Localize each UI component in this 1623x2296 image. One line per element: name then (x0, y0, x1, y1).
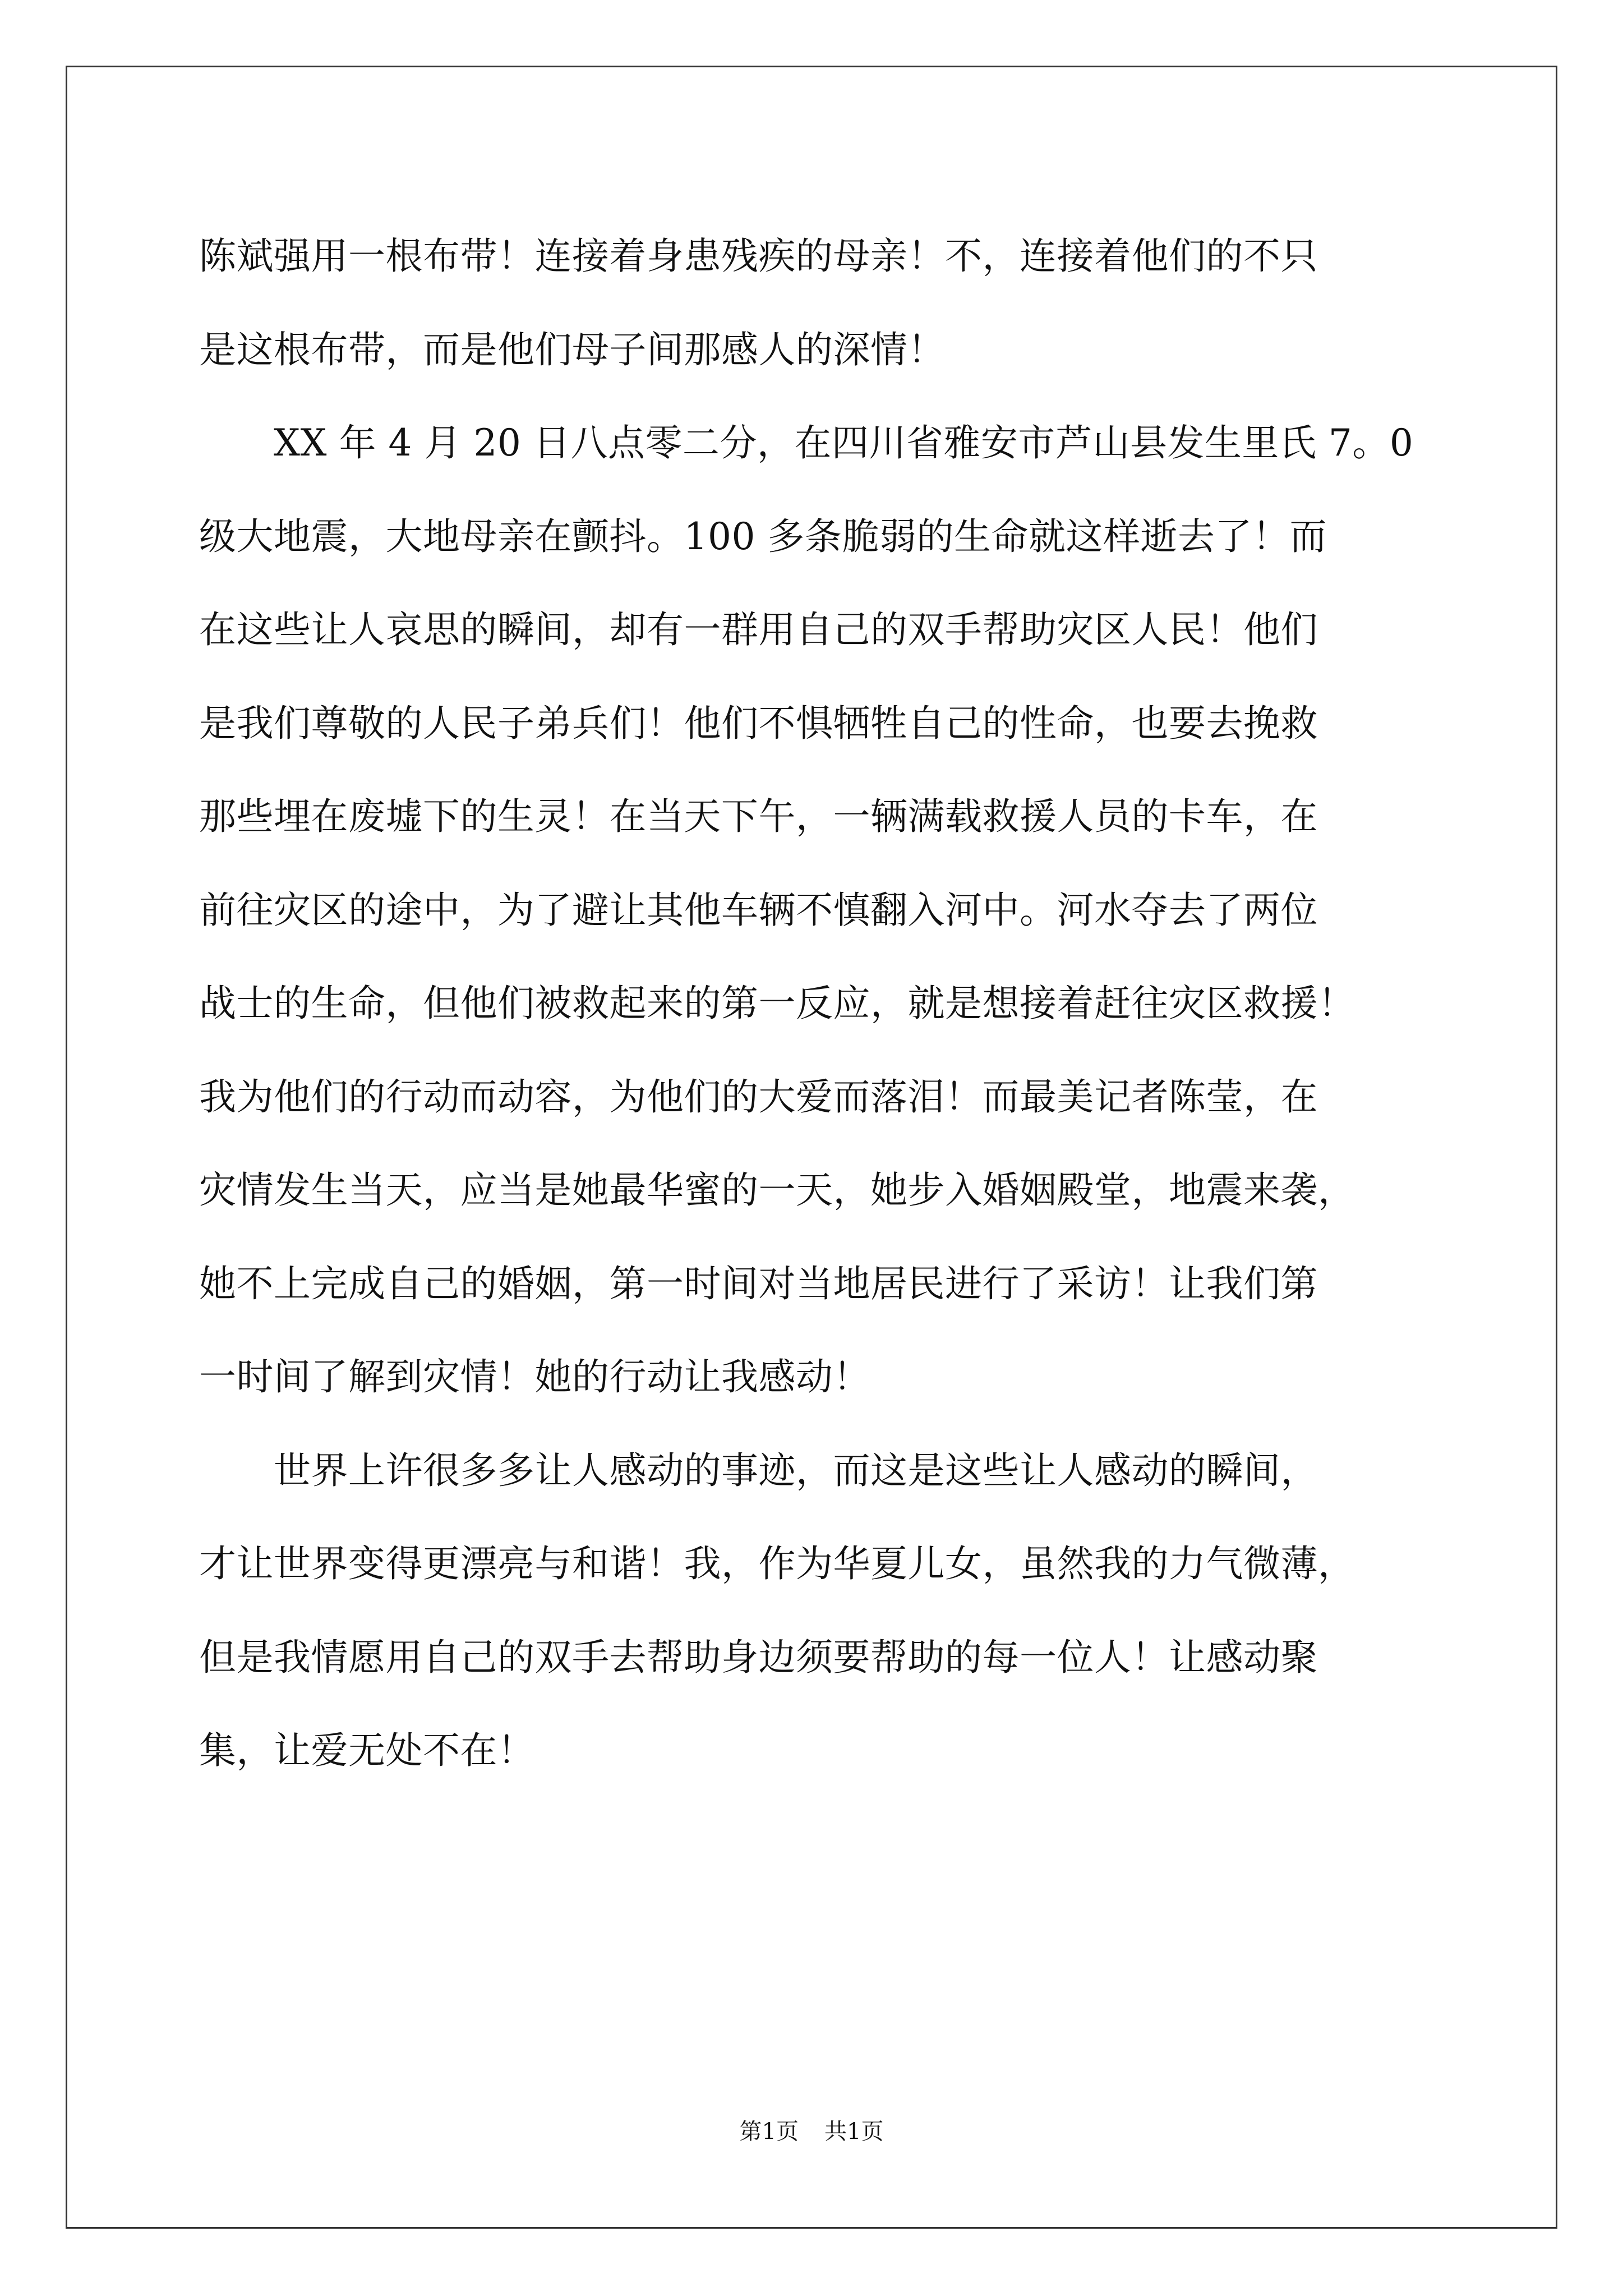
document-body (199, 210, 1472, 1798)
text-line: 那些埋在废墟下的生灵！在当天下午，一辆满载救援人员的卡车，在 (199, 795, 1318, 838)
text-line: 战士的生命，但他们被救起来的第一反应，就是想接着赶往灾区救援！ (199, 982, 1355, 1025)
text-line: 级大地震，大地母亲在颤抖。100 多条脆弱的生命就这样逝去了！而 (199, 514, 1327, 558)
text-line: 灾情发生当天，应当是她最华蜜的一天，她步入婚姻殿堂，地震来袭， (199, 1168, 1355, 1212)
text-line: 是这根布带，而是他们母子间那感人的深情！ (199, 328, 945, 371)
text-line: 陈斌强用一根布带！连接着身患残疾的母亲！不，连接着他们的不只 (199, 234, 1318, 278)
text-line: 我为他们的行动而动容，为他们的大爱而落泪！而最美记者陈莹，在 (199, 1075, 1318, 1119)
page-footer (0, 2115, 1623, 2148)
page-total: 共1页 (824, 2119, 884, 2145)
text-line: 一时间了解到灾情！她的行动让我感动！ (199, 1355, 870, 1398)
page-number: 第1页 (739, 2119, 799, 2145)
text-line: 前往灾区的途中，为了避让其他车辆不慎翻入河中。河水夺去了两位 (199, 888, 1318, 932)
text-line: 是我们尊敬的人民子弟兵们！他们不惧牺牲自己的性命，也要去挽救 (199, 701, 1318, 745)
text-line: 世界上许很多多让人感动的事迹，而这是这些让人感动的瞬间， (199, 1448, 1318, 1492)
text-line: XX 年 4 月 20 日八点零二分，在四川省雅安市芦山县发生里氏 7。0 (199, 421, 1414, 464)
text-line: 她不上完成自己的婚姻，第一时间对当地居民进行了采访！让我们第 (199, 1262, 1318, 1305)
text-line: 在这些让人哀思的瞬间，却有一群用自己的双手帮助灾区人民！他们 (199, 608, 1318, 651)
text-line: 才让世界变得更漂亮与和谐！我，作为华夏儿女，虽然我的力气微薄， (199, 1542, 1355, 1585)
text-line: 集，让爱无处不在！ (199, 1729, 535, 1772)
text-line: 但是我情愿用自己的双手去帮助身边须要帮助的每一位人！让感动聚 (199, 1635, 1318, 1679)
